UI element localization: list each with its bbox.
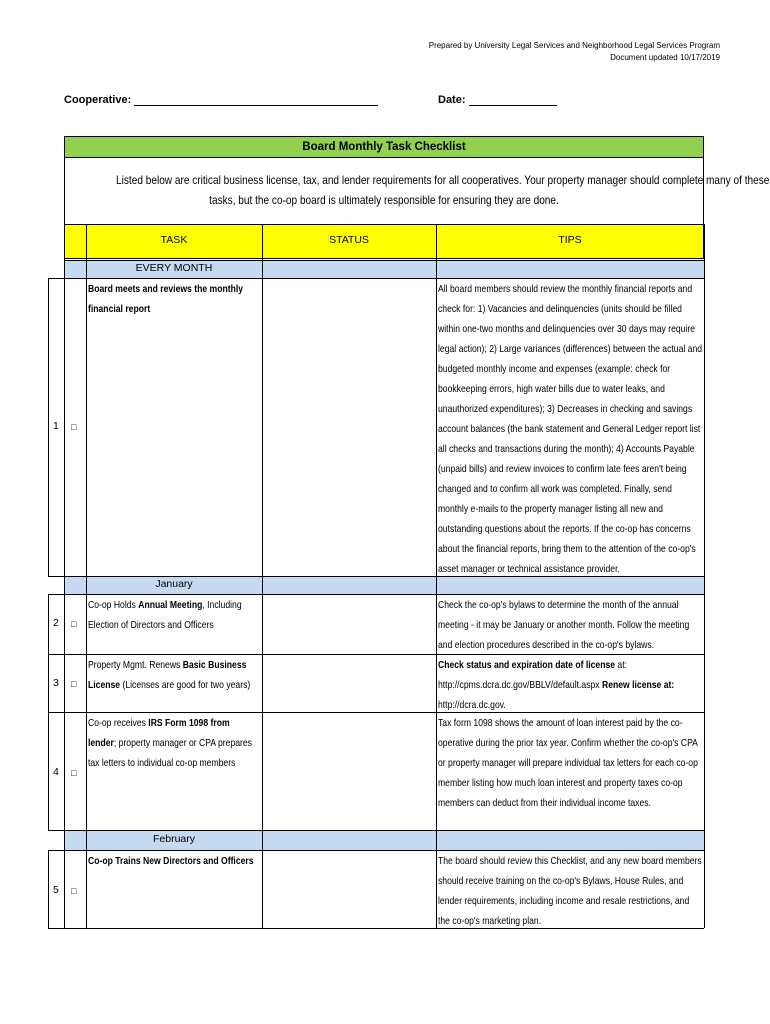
checkbox-icon[interactable]: □ (71, 768, 77, 778)
checkbox-icon[interactable]: □ (71, 619, 77, 629)
checkbox-icon[interactable]: □ (71, 679, 77, 689)
task-text: Co-op receives IRS Form 1098 from lender; property manager or CPA prepares tax letters to individual co-op members (88, 717, 253, 769)
section-february-label: February (152, 833, 195, 845)
tips-text: Check the co-op's bylaws to determine the month of the annual meeting - it may be January or another month. Follow the meeting and election procedures described in the co-op's bylaws. (438, 599, 690, 651)
intro-line-1: Listed below are critical business license, tax, and lender requirements for all cooperatives. Your property manager should complete many of these (116, 173, 770, 187)
page-title: Board Monthly Task Checklist (302, 141, 466, 153)
tips-text: All board members should review the monthly financial reports and check for: 1) Vacancies and delinquencies (units should be filled within one-two months and delinquencies over 30 days may require legal action); 2) Large variances (differences) between the actual and budgeted monthly income and expenses (example: check for bookkeeping errors, high water bills due to water leaks, and unauthorized expenditures); 3) Decreases in checking and savings account balances (the bank statement and General Ledger report list all checks and transactions during the month); 4) Accounts Payable (unpaid bills) and review invoices to confirm late fees aren't being changed and to confirm all work was completed. Finally, send monthly e-mails to the property manager listing all new and outstanding questions about the reports. If the co-op has concerns about the financial reports, bring them to the attention of the co-op's asset manager or technical assistance provider. (438, 283, 703, 575)
tips-text: Tax form 1098 shows the amount of loan interest paid by the co-operative during the prior tax year. Confirm whether the co-op's CPA or property manager will prepare individual tax letters for each co-op member listing how much loan interest and property taxes co-op members can deduct from their individual income taxes. (438, 717, 698, 809)
date-blank-line[interactable] (469, 94, 557, 106)
intro-box (64, 158, 770, 224)
header-preparer (429, 40, 720, 64)
row-number: 2 (53, 617, 59, 629)
column-status-header: STATUS (329, 234, 369, 246)
checkbox-icon[interactable]: □ (71, 886, 77, 896)
title-bar (64, 136, 704, 158)
tips-text: Check status and expiration date of license at: http://cpms.dcra.dc.gov/BBLV/default.aspx Renew license at: http://dcra.dc.gov. (438, 659, 675, 711)
row-number: 1 (53, 420, 59, 432)
intro-line-2: tasks, but the co-op board is ultimately responsible for ensuring they are done. (209, 193, 559, 207)
task-text: Board meets and reviews the monthly financial report (88, 283, 244, 315)
section-every-month-label: EVERY MONTH (135, 262, 213, 274)
task-text: Property Mgmt. Renews Basic Business License (Licenses are good for two years) (88, 659, 251, 691)
task-text: Co-op Trains New Directors and Officers (88, 855, 254, 867)
row-number: 5 (53, 884, 59, 896)
row-number: 4 (53, 766, 59, 778)
cooperative-label: Cooperative: (64, 94, 132, 106)
tips-text: The board should review this Checklist, and any new board members should receive training on the co-op's Bylaws, House Rules, and lender requirements, including income and resale restrictions, and the co-op's marketing plan. (438, 855, 702, 927)
task-text: Co-op Holds Annual Meeting, Including Election of Directors and Officers (88, 599, 242, 631)
checkbox-icon[interactable]: □ (71, 422, 77, 432)
section-january-label: January (155, 578, 193, 590)
row-number: 3 (53, 677, 59, 689)
column-task-header: TASK (160, 234, 188, 246)
date-field[interactable] (438, 94, 557, 106)
cooperative-field[interactable] (64, 94, 378, 106)
prepared-by-text: Prepared by University Legal Services and Neighborhood Legal Services Program (428, 41, 720, 50)
column-tips-header: TIPS (558, 234, 582, 246)
cooperative-blank-line[interactable] (134, 94, 378, 106)
date-label: Date: (438, 94, 466, 106)
updated-date-text: Document updated 10/17/2019 (610, 53, 720, 62)
